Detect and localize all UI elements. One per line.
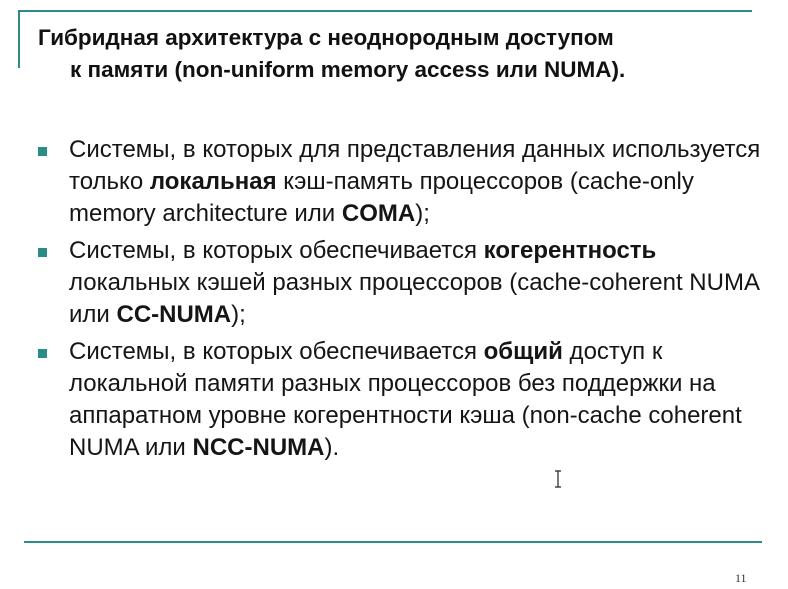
top-divider xyxy=(18,10,752,12)
bold-term: NCC-NUMA xyxy=(192,434,325,461)
bullet-text-part: Системы, в которых обеспечивается xyxy=(69,237,484,264)
bottom-divider xyxy=(24,541,762,543)
bullet-item-cc-numa xyxy=(36,235,766,331)
bold-term: когерентность xyxy=(483,237,657,264)
bullet-text-part: ). xyxy=(324,434,340,461)
bullet-item-ncc-numa xyxy=(36,336,766,464)
slide-title xyxy=(38,22,768,86)
bullet-text-part: локальных кэшей разных процессоров (cache-coherent NUMA или xyxy=(69,269,759,328)
left-divider xyxy=(18,10,20,68)
bullet-text xyxy=(69,336,766,464)
bullet-text-part: кэш-память процессоров (cache-only memory architecture или xyxy=(69,168,694,227)
bold-term: CC-NUMA xyxy=(116,301,232,328)
title-line-1: Гибридная архитектура с неоднородным доступом xyxy=(38,25,614,50)
bullet-list xyxy=(36,134,766,469)
bold-term: локальная xyxy=(149,168,277,195)
title-line-2: к памяти (non-uniform memory access или NUMA). xyxy=(70,57,626,82)
page-number: 11 xyxy=(735,571,747,585)
square-bullet-icon xyxy=(38,248,47,257)
square-bullet-icon xyxy=(38,147,47,156)
bold-term: COMA xyxy=(341,200,416,227)
bullet-text xyxy=(69,134,766,230)
bullet-text-part: доступ к локальной памяти разных процессоров без поддержки на аппаратном уровне когерентности кэша (non-cache coherent NUMA или xyxy=(69,338,742,461)
bullet-text xyxy=(69,235,766,331)
text-cursor-icon xyxy=(553,470,563,488)
square-bullet-icon xyxy=(38,349,47,358)
bullet-item-coma xyxy=(36,134,766,230)
bullet-text-part: ); xyxy=(415,200,430,227)
bullet-text-part: Системы, в которых обеспечивается xyxy=(69,338,484,365)
bold-term: общий xyxy=(483,338,563,365)
bullet-text-part: ); xyxy=(231,301,246,328)
bullet-text-part: Системы, в которых для представления данных используется только xyxy=(69,136,761,195)
